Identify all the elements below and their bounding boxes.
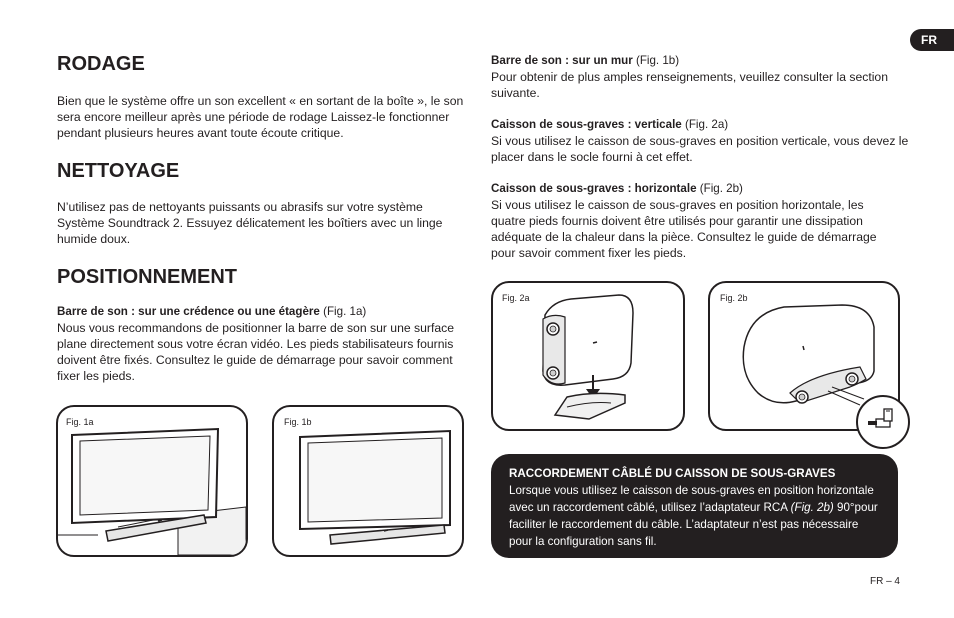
- note-body-figure-ref: (Fig. 2b): [790, 501, 834, 514]
- wall-subheading: [491, 53, 911, 69]
- nettoyage-text: N’utilisez pas de nettoyants puissants ou abrasifs sur votre système Système Soundtrack 2. Essuyez délicatement les boîtiers avec un linge humide doux.: [57, 200, 443, 246]
- subheading-figure-ref: (Fig. 2a): [681, 118, 729, 131]
- figure-2a: [491, 281, 685, 431]
- horizontal-text: Si vous utilisez le caisson de sous-graves en position horizontale, les quatre pieds fournis doivent être utilisés pour garantir une dissipation adéquate de la chaleur dans la pièce. Consultez le guide de démarrage pour savoir comment fixer les pieds.: [491, 198, 877, 260]
- subheading-figure-ref: (Fig. 1b): [632, 54, 680, 67]
- vertical-subheading: [491, 117, 911, 133]
- note-body-before: Lorsque vous utilisez le caisson de sous-graves en position horizontale avec un raccordement câblé, utilisez l’adaptateur RCA: [509, 484, 874, 514]
- page-number: FR – 4: [869, 576, 900, 587]
- wired-connection-note: [491, 454, 898, 558]
- figure-1b: [272, 405, 464, 557]
- vertical-text: Si vous utilisez le caisson de sous-graves en position verticale, vous devez le placer dans le socle fourni à cet effet.: [491, 134, 909, 164]
- subheading-bold: Barre de son : sur une crédence ou une étagère: [57, 305, 320, 318]
- figure-label: Fig. 2b: [720, 293, 748, 303]
- figure-label: Fig. 1b: [284, 417, 312, 427]
- subheading-figure-ref: (Fig. 1a): [319, 305, 367, 318]
- wall-text: Pour obtenir de plus amples renseignements, veuillez consulter la section suivante.: [491, 70, 888, 100]
- positionnement-text: Nous vous recommandons de positionner la barre de son sur une surface plane directement sous votre écran vidéo. Les pieds stabilisateurs fournis doivent être fixés. Consultez le guide de démarrage pour savoir comment fixer les pieds.: [57, 321, 454, 383]
- language-badge: FR: [910, 29, 954, 51]
- rodage-text: Bien que le système offre un son excellent « en sortant de la boîte », le son sera encore meilleur après une période de rodage Laissez-le fonctionner pendant plusieurs heures avant toute écoute critique.: [57, 94, 464, 140]
- subheading-bold: Caisson de sous-graves : verticale: [491, 118, 682, 131]
- horizontal-subheading: [491, 181, 911, 197]
- tv-on-cabinet-illustration: [58, 407, 246, 555]
- tv-wall-mounted-illustration: [274, 407, 462, 555]
- note-body: [509, 482, 880, 550]
- rca-adapter-callout: [856, 395, 910, 449]
- positionnement-subheading: [57, 304, 467, 320]
- positionnement-heading: POSITIONNEMENT: [57, 266, 238, 288]
- figure-label: Fig. 2a: [502, 293, 530, 303]
- nettoyage-heading: NETTOYAGE: [57, 160, 180, 182]
- subwoofer-vertical-illustration: [493, 283, 683, 429]
- rca-adapter-icon: [858, 397, 908, 447]
- note-body-after: 90°pour faciliter le raccordement du câble. L’adaptateur n’est pas nécessaire pour la configuration sans fil.: [509, 501, 878, 548]
- figure-label: Fig. 1a: [66, 417, 94, 427]
- rodage-heading: RODAGE: [57, 53, 145, 75]
- subheading-bold: Barre de son : sur un mur: [491, 54, 633, 67]
- note-title: RACCORDEMENT CÂBLÉ DU CAISSON DE SOUS-GRAVES: [509, 467, 836, 480]
- figure-1a: [56, 405, 248, 557]
- subheading-figure-ref: (Fig. 2b): [696, 182, 743, 195]
- subheading-bold: Caisson de sous-graves : horizontale: [491, 182, 697, 195]
